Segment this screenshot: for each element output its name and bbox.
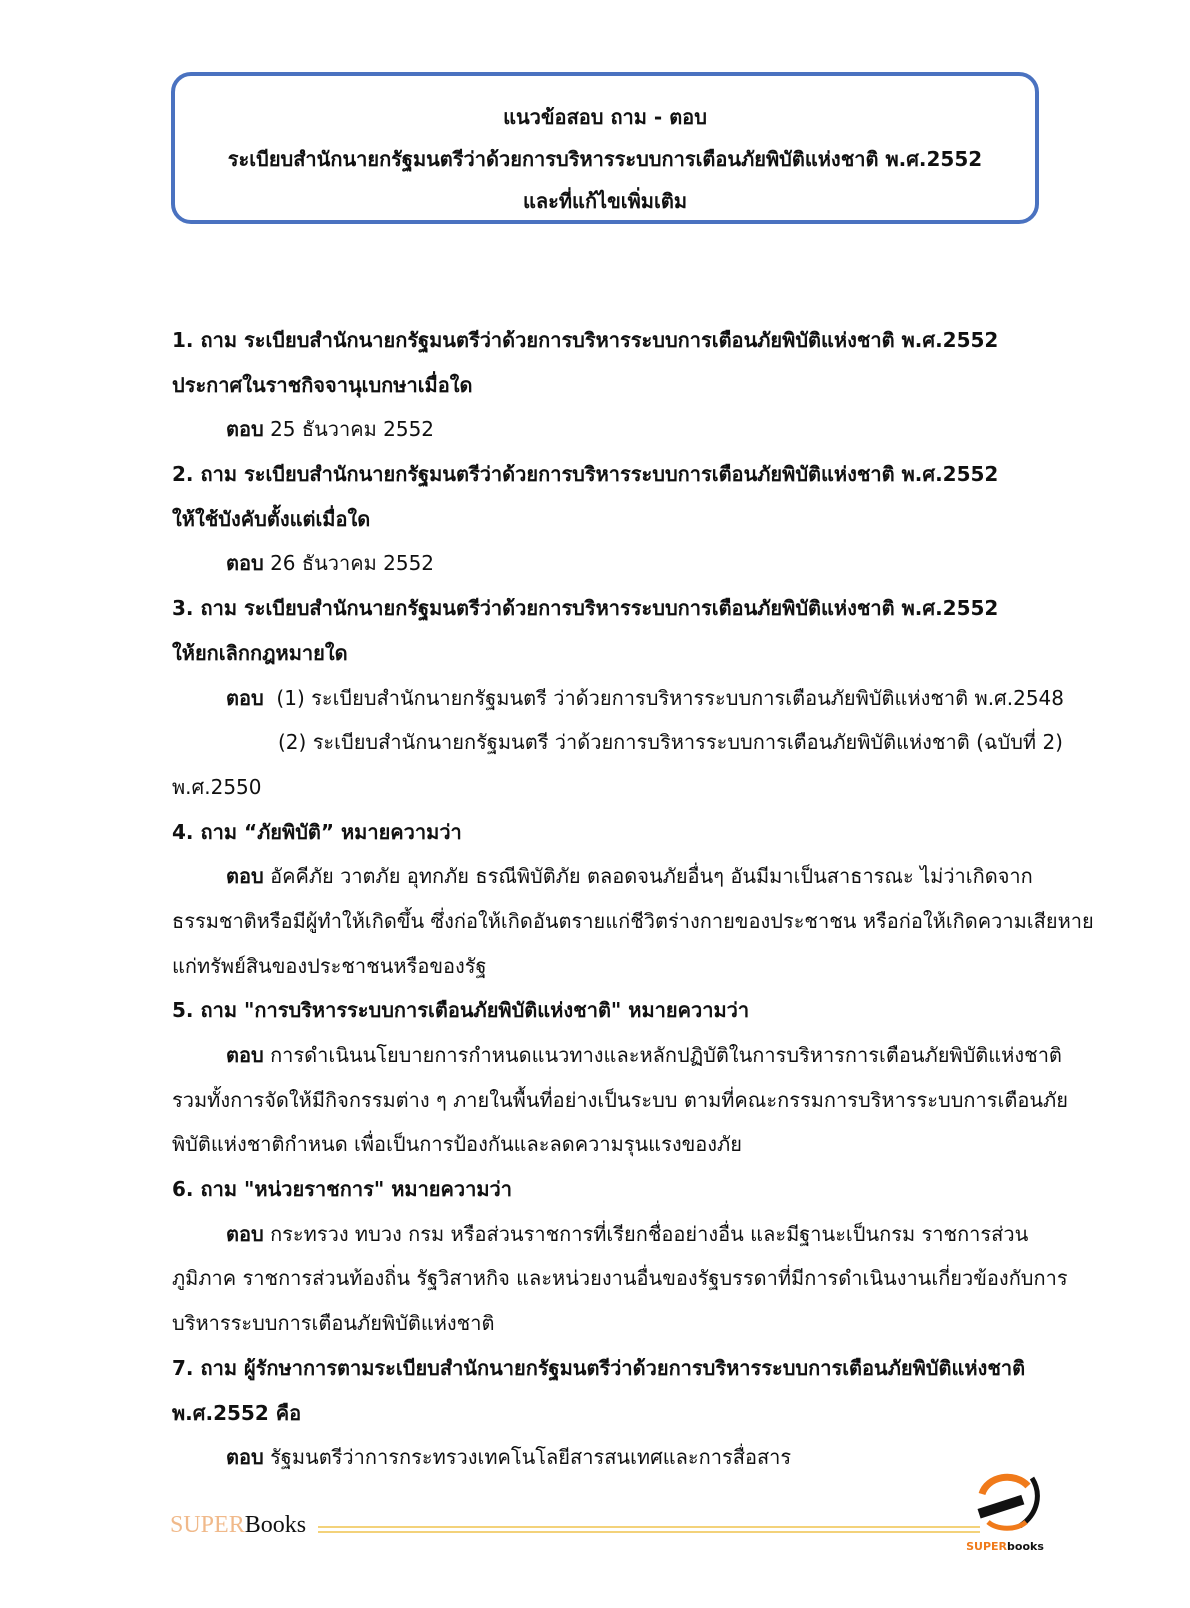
footer [170, 1512, 1050, 1552]
answer-text: รัฐมนตรีว่าการกระทรวงเทคโนโลยีสารสนเทศและการสื่อสาร [270, 1445, 792, 1470]
answer-5 [172, 1033, 1092, 1078]
answer-4 [172, 854, 1092, 899]
title-line-1: แนวข้อสอบ ถาม - ตอบ [503, 105, 707, 129]
footer-brand [170, 1512, 306, 1539]
answer-3-item-2: (2) ระเบียบสำนักนายกรัฐมนตรี ว่าด้วยการบริหารระบบการเตือนภัยพิบัติแห่งชาติ (ฉบับที่ 2) [278, 730, 1063, 755]
answer-label: ตอบ [226, 1043, 264, 1067]
answer-text: กระทรวง ทบวง กรม หรือส่วนราชการที่เรียกชื่ออย่างอื่น และมีฐานะเป็นกรม ราชการส่วน [270, 1221, 1029, 1246]
title-box [171, 72, 1039, 224]
answer-2 [172, 541, 1092, 586]
answer-1 [172, 407, 1092, 452]
brand-books: Books [244, 1512, 307, 1538]
footer-rule [318, 1526, 980, 1533]
question-5: 5. ถาม "การบริหารระบบการเตือนภัยพิบัติแห่งชาติ" หมายความว่า [172, 998, 750, 1023]
answer-3 [172, 676, 1092, 721]
svg-text:SUPERbooks: SUPERbooks [966, 1540, 1044, 1553]
answer-text: 26 ธันวาคม 2552 [270, 551, 435, 576]
answer-5-cont: พิบัติแห่งชาติกำหนด เพื่อเป็นการป้องกันและลดความรุนแรงของภัย [172, 1132, 742, 1157]
answer-6 [172, 1212, 1092, 1257]
answer-label: ตอบ [226, 417, 264, 442]
question-6: 6. ถาม "หน่วยราชการ" หมายความว่า [172, 1177, 512, 1202]
question-3: 3. ถาม ระเบียบสำนักนายกรัฐมนตรีว่าด้วยการบริหารระบบการเตือนภัยพิบัติแห่งชาติ พ.ศ.2552 [172, 596, 999, 621]
superbooks-logo-icon [960, 1464, 1050, 1554]
answer-text: 25 ธันวาคม 2552 [270, 417, 435, 442]
qa-body [172, 318, 1092, 1480]
answer-label: ตอบ [226, 864, 264, 889]
question-7: 7. ถาม ผู้รักษาการตามระเบียบสำนักนายกรัฐมนตรีว่าด้วยการบริหารระบบการเตือนภัยพิบัติแห่งชาติ [172, 1355, 1026, 1380]
question-1-cont: ประกาศในราชกิจจานุเบกษาเมื่อใด [172, 372, 473, 397]
answer-label: ตอบ [226, 1221, 264, 1246]
question-2: 2. ถาม ระเบียบสำนักนายกรัฐมนตรีว่าด้วยการบริหารระบบการเตือนภัยพิบัติแห่งชาติ พ.ศ.2552 [172, 462, 999, 487]
answer-label: ตอบ [226, 685, 264, 710]
answer-5-cont: รวมทั้งการจัดให้มีกิจกรรมต่าง ๆ ภายในพื้นที่อย่างเป็นระบบ ตามที่คณะกรรมการบริหารระบบการเตือนภัย [172, 1087, 1068, 1112]
question-4: 4. ถาม “ภัยพิบัติ” หมายความว่า [172, 819, 462, 844]
answer-7 [172, 1435, 1092, 1480]
answer-text: อัคคีภัย วาตภัย อุทกภัย ธรณีพิบัติภัย ตลอดจนภัยอื่นๆ อันมีมาเป็นสาธารณะ ไม่ว่าเกิดจาก [270, 864, 1033, 889]
answer-label: ตอบ [226, 551, 264, 576]
question-2-cont: ให้ใช้บังคับตั้งแต่เมื่อใด [172, 506, 371, 531]
question-3-cont: ให้ยกเลิกกฎหมายใด [172, 640, 348, 665]
title-line-2: ระเบียบสำนักนายกรัฐมนตรีว่าด้วยการบริหารระบบการเตือนภัยพิบัติแห่งชาติ พ.ศ.2552 [227, 147, 983, 171]
question-1: 1. ถาม ระเบียบสำนักนายกรัฐมนตรีว่าด้วยการบริหารระบบการเตือนภัยพิบัติแห่งชาติ พ.ศ.2552 [172, 328, 999, 352]
answer-text: การดำเนินนโยบายการกำหนดแนวทางและหลักปฏิบัติในการบริหารการเตือนภัยพิบัติแห่งชาติ [270, 1043, 1062, 1067]
answer-4-cont: แก่ทรัพย์สินของประชาชนหรือของรัฐ [172, 953, 487, 978]
brand-super: SUPER [170, 1512, 245, 1538]
answer-text: (1) ระเบียบสำนักนายกรัฐมนตรี ว่าด้วยการบริหารระบบการเตือนภัยพิบัติแห่งชาติ พ.ศ.2548 [276, 685, 1064, 710]
answer-4-cont: ธรรมชาติหรือมีผู้ทำให้เกิดขึ้น ซึ่งก่อให้เกิดอันตรายแก่ชีวิตร่างกายของประชาชน หรือก่อให้เกิดความเสียหาย [172, 908, 1094, 933]
answer-label: ตอบ [226, 1445, 264, 1470]
answer-3-cont: พ.ศ.2550 [172, 774, 262, 799]
answer-6-cont: บริหารระบบการเตือนภัยพิบัติแห่งชาติ [172, 1311, 495, 1336]
title-line-3: และที่แก้ไขเพิ่มเติม [522, 189, 687, 213]
question-7-cont: พ.ศ.2552 คือ [172, 1400, 302, 1425]
answer-6-cont: ภูมิภาค ราชการส่วนท้องถิ่น รัฐวิสาหกิจ และหน่วยงานอื่นของรัฐบรรดาที่มีการดำเนินงานเกี่ยวข้องกับการ [172, 1266, 1068, 1291]
